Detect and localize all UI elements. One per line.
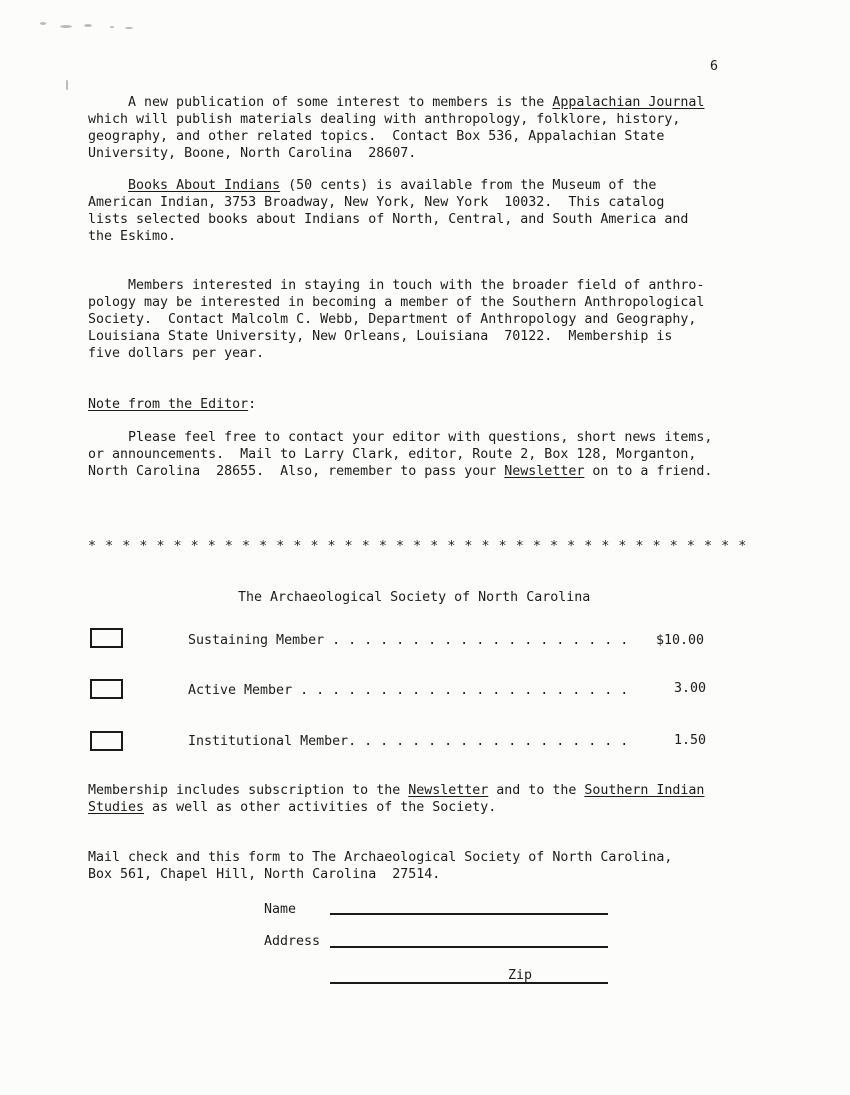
text: as well as other activities of the Society.	[144, 800, 497, 815]
option-label-active: Active Member . . . . . . . . . . . . . . . . . . . . .	[188, 683, 629, 698]
scan-speck	[125, 27, 133, 29]
text-line: which will publish materials dealing with anthropology, folklore, history,	[88, 112, 681, 127]
journal-title: Appalachian Journal	[552, 95, 705, 110]
scan-speck	[110, 26, 114, 28]
text-line: American Indian, 3753 Broadway, New York, New York 10032. This catalog	[88, 195, 665, 210]
address-label: Address	[264, 934, 321, 949]
sustaining-member-checkbox[interactable]	[90, 628, 123, 648]
text-line: Louisiana State University, New Orleans, Louisiana 70122. Membership is	[88, 329, 673, 344]
text: Membership includes subscription to the	[88, 783, 409, 798]
text-line: Society. Contact Malcolm C. Webb, Department of Anthropology and Geography,	[88, 312, 697, 327]
scan-speck	[84, 24, 92, 27]
membership-includes	[88, 782, 748, 816]
book-title: Books About Indians	[128, 178, 281, 193]
text-line: geography, and other related topics. Contact Box 536, Appalachian State	[88, 129, 665, 144]
option-label-institutional: Institutional Member. . . . . . . . . . . . . . . . . .	[188, 734, 629, 749]
option-label-sustaining: Sustaining Member . . . . . . . . . . . . . . . . . . .	[188, 633, 629, 648]
text: A new publication of some interest to members is the	[88, 95, 553, 110]
southern-indian-studies-title: Southern Indian	[584, 783, 705, 798]
newsletter-title: Newsletter	[504, 464, 585, 479]
text-line: lists selected books about Indians of North, Central, and South America and	[88, 212, 689, 227]
text-line: five dollars per year.	[88, 346, 265, 361]
zip-label: Zip	[508, 968, 533, 983]
text: North Carolina 28655. Also, remember to pass your	[88, 464, 505, 479]
active-member-checkbox[interactable]	[90, 679, 123, 699]
text: and to the	[488, 783, 585, 798]
paragraph-editor-note	[88, 429, 748, 480]
southern-indian-studies-title: Studies	[88, 800, 145, 815]
paragraph-southern-anthropological-society	[88, 277, 748, 362]
asterisk-separator: * * * * * * * * * * * * * * * * * * * * * * * * * * * * * * * * * * * * * * *	[88, 539, 747, 554]
address-field[interactable]	[330, 946, 608, 948]
text-line: the Eskimo.	[88, 229, 177, 244]
paragraph-appalachian-journal	[88, 94, 748, 162]
name-label: Name	[264, 902, 297, 917]
text-line: Please feel free to contact your editor with questions, short news items,	[88, 430, 713, 445]
option-price-institutional: 1.50	[674, 733, 707, 748]
text: on to a friend.	[584, 464, 713, 479]
institutional-member-checkbox[interactable]	[90, 731, 123, 751]
newsletter-title: Newsletter	[408, 783, 489, 798]
heading-colon: :	[248, 397, 257, 412]
option-price-active: 3.00	[674, 681, 707, 696]
form-title: The Archaeological Society of North Carolina	[238, 590, 591, 605]
scan-speck	[40, 22, 46, 25]
text-line: Members interested in staying in touch with the broader field of anthro-	[88, 278, 705, 293]
scan-speck	[66, 80, 68, 90]
name-field[interactable]	[330, 913, 608, 915]
text-line: Box 561, Chapel Hill, North Carolina 27514.	[88, 867, 441, 882]
option-price-sustaining: $10.00	[656, 633, 705, 648]
text-line: University, Boone, North Carolina 28607.	[88, 146, 417, 161]
text-line: or announcements. Mail to Larry Clark, editor, Route 2, Box 128, Morganton,	[88, 447, 697, 462]
address-line-2-zip-field[interactable]	[330, 982, 608, 984]
text-line: Mail check and this form to The Archaeological Society of North Carolina,	[88, 850, 673, 865]
heading-text: Note from the Editor	[88, 397, 249, 412]
page-number: 6	[710, 59, 719, 74]
text-line: pology may be interested in becoming a member of the Southern Anthropological	[88, 295, 705, 310]
scan-speck	[60, 25, 72, 28]
paragraph-books-about-indians	[88, 177, 748, 245]
text: (50 cents) is available from the Museum of the	[280, 178, 657, 193]
mail-instructions	[88, 849, 748, 883]
indent	[88, 178, 128, 193]
editor-heading	[88, 396, 748, 413]
